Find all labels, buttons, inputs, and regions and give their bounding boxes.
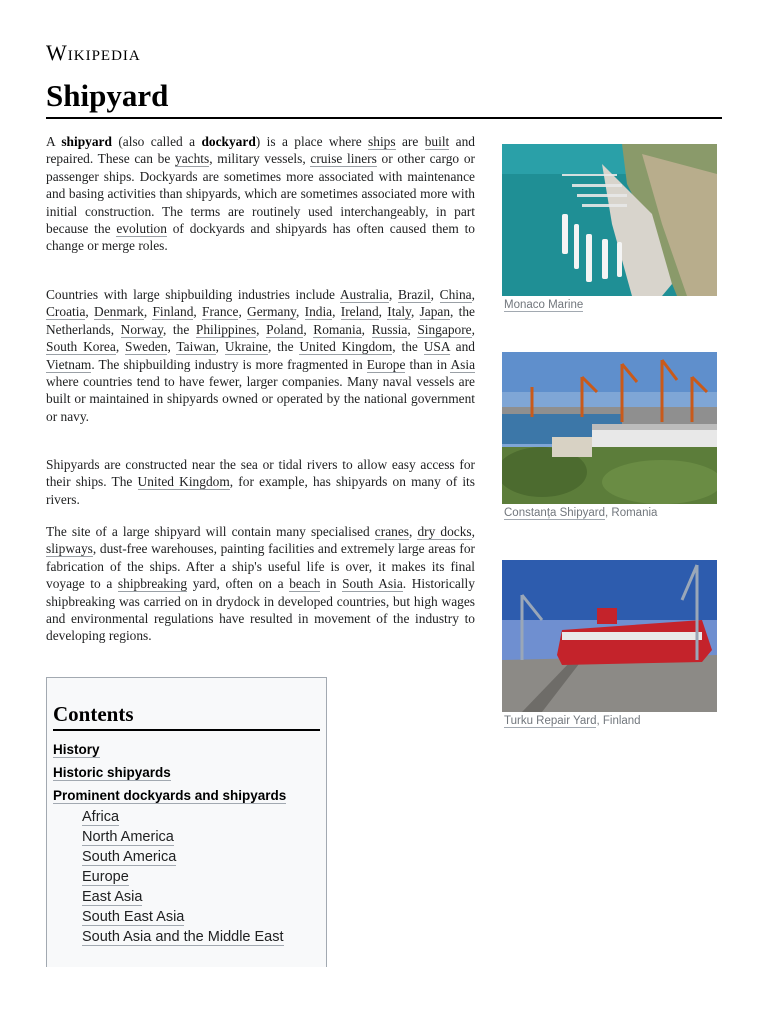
link-country-germany[interactable]: Germany [247,304,296,320]
caption-text: , Finland [596,715,641,727]
constanta-shipyard-photo[interactable] [502,352,717,504]
text: , [430,287,440,302]
bold-term-dockyard: dockyard [201,134,256,149]
intro-paragraph [46,133,475,255]
text: , the [162,321,196,337]
link-built[interactable]: built [424,134,450,149]
text: , [388,287,398,302]
link-country-croatia[interactable]: Croatia [46,304,86,320]
link-ships[interactable]: ships [368,134,396,149]
bold-term-shipyard: shipyard [61,134,112,149]
link-country-south-korea[interactable]: South Korea [46,339,116,355]
caption-link[interactable]: Turku Repair Yard [504,715,597,727]
link-yachts[interactable]: yachts [175,151,210,167]
link-beach[interactable]: beach [289,576,321,592]
link-country-finland[interactable]: Finland [152,304,194,320]
text: , [85,304,95,320]
toc-subitem-africa[interactable] [53,807,320,827]
toc-subitem-label: East Asia [82,889,143,905]
toc-subitem-label: Africa [82,809,120,825]
text: , [407,321,418,337]
link-vietnam[interactable]: Vietnam [46,356,92,372]
text: , [143,304,153,320]
toc-item-label: Historic shipyards [53,765,171,780]
text: , [193,304,202,320]
text: of dockyards and shipyards has often caused them to change or merge roles. [46,221,475,254]
text: , military vessels, [209,151,311,167]
toc-item-history[interactable] [53,738,320,761]
toc-subitem-label: South East Asia [82,909,185,925]
link-country-brazil[interactable]: Brazil [397,287,431,302]
turku-repair-yard-photo[interactable] [502,560,717,712]
link-united-kingdom[interactable]: United Kingdom [299,339,393,355]
link-country-australia[interactable]: Australia [339,287,389,302]
toc-subitem-europe[interactable] [53,867,320,887]
link-norway[interactable]: Norway [120,321,163,337]
text: , [361,321,372,337]
link-country-sweden[interactable]: Sweden [125,339,168,355]
text: or other cargo or passenger ships. Dockyards are sometimes more associated with maintenance and basing activities than shipyards, which are sometimes associated more with initial construction. The terms are routinely used interchangeably, in part because the [46,151,475,237]
link-country-taiwan[interactable]: Taiwan [176,339,216,355]
figure-constanta-shipyard [502,352,717,519]
text: , the [392,339,424,355]
text: , dust-free warehouses, painting facilities and extremely large areas for fabrication of the ships. After a ship's useful life is over, it makes its final voyage to a [46,541,475,592]
toc-item-label: History [53,742,100,757]
toc-title: Contents [53,702,320,731]
text: (also called a [111,134,202,149]
text: , [471,321,475,337]
toc-subitem-south-asia-middle-east[interactable] [53,927,320,947]
link-country-italy[interactable]: Italy [387,304,411,320]
figure-caption [502,507,717,519]
link-philippines[interactable]: Philippines [195,321,257,337]
caption-text: , Romania [605,507,658,519]
link-shipbreaking[interactable]: shipbreaking [117,576,188,592]
link-country-china[interactable]: China [439,287,472,302]
text: than in [405,356,451,372]
link-asia[interactable]: Asia [450,356,476,372]
text: , the [267,339,300,355]
text: , [332,304,341,320]
link-cruise-liners[interactable]: cruise liners [310,151,377,167]
text: Countries with large shipbuilding industries include [46,287,340,302]
toc-item-prominent-dockyards[interactable] [53,784,320,807]
text: , the Netherlands, [46,304,476,337]
link-country-russia[interactable]: Russia [371,321,408,337]
text: . Historically shipbreaking was carried on in drydock in developed countries, but high wages and environmental regulations have resulted in movement of the industry to developing regions. [46,576,475,644]
toc-subitem-east-asia[interactable] [53,887,320,907]
link-country-poland[interactable]: Poland [266,321,304,337]
text: where countries tend to have fewer, larger companies. Many naval vessels are built or maintained in shipyards owned or operated by the national government or navy. [46,374,475,424]
text: A [46,134,62,149]
text: and [449,339,475,355]
text: and repaired. These can be [46,134,476,167]
wikipedia-wordmark[interactable]: Wikipedia [46,40,141,65]
text: , [378,304,388,320]
toc-subitem-south-east-asia[interactable] [53,907,320,927]
link-country-ireland[interactable]: Ireland [340,304,379,320]
text: , [238,304,248,320]
link-cranes[interactable]: cranes [374,524,409,539]
toc-subitem-label: South America [82,849,177,865]
link-country-romania[interactable]: Romania [313,321,362,337]
countries-paragraph [46,286,475,425]
link-europe[interactable]: Europe [366,356,406,372]
link-evolution[interactable]: evolution [116,221,167,237]
text: , [409,524,418,539]
link-south-asia[interactable]: South Asia [342,576,403,592]
text: ) is a place where [255,134,369,149]
text: yard, often on a [187,576,290,592]
caption-link[interactable]: Constanța Shipyard [504,507,606,519]
link-dry-docks[interactable]: dry docks [417,524,472,539]
link-country-ukraine[interactable]: Ukraine [224,339,268,355]
text: , [471,287,475,302]
link-country-singapore[interactable]: Singapore [417,321,472,337]
figure-caption [502,299,717,311]
text: , [410,304,420,320]
monaco-marine-photo[interactable] [502,144,717,296]
text: , [296,304,305,320]
toc-subitem-label: Europe [82,869,129,885]
text: . The shipbuilding industry is more fragmented in [91,356,367,372]
toc-subitem-label: South Asia and the Middle East [82,929,284,945]
toc-item-label: Prominent dockyards and shipyards [53,788,287,803]
text: , [215,339,225,355]
text: , for example, has shipyards on many of its rivers. [46,474,475,507]
figure-caption [502,715,717,727]
title-divider [46,117,722,119]
link-country-japan[interactable]: Japan [419,304,451,320]
page-title: Shipyard [46,78,169,113]
link-country-india[interactable]: India [304,304,333,320]
text: , [471,524,475,539]
text: are [395,134,425,149]
link-usa[interactable]: USA [423,339,450,355]
figure-turku-repair-yard [502,560,717,727]
text: in [320,576,343,592]
text: , [115,339,126,355]
link-slipways[interactable]: slipways [46,541,93,557]
rivers-paragraph [46,456,475,508]
text: Shipyards are constructed near the sea or tidal rivers to allow easy access for their ships. The [46,457,475,490]
site-paragraph [46,523,475,645]
link-country-france[interactable]: France [202,304,239,320]
text: , [167,339,177,355]
figure-monaco-marine [502,144,717,311]
link-country-denmark[interactable]: Denmark [94,304,144,320]
table-of-contents [46,677,327,967]
toc-item-historic-shipyards[interactable] [53,761,320,784]
toc-subitem-north-america[interactable] [53,827,320,847]
text: , [303,321,314,337]
text: , [256,321,267,337]
toc-subitem-label: North America [82,829,174,845]
caption-link[interactable]: Monaco Marine [504,299,584,311]
text: The site of a large shipyard will contain many specialised [46,524,375,539]
toc-subitem-south-america[interactable] [53,847,320,867]
link-united-kingdom[interactable]: United Kingdom [137,474,230,490]
